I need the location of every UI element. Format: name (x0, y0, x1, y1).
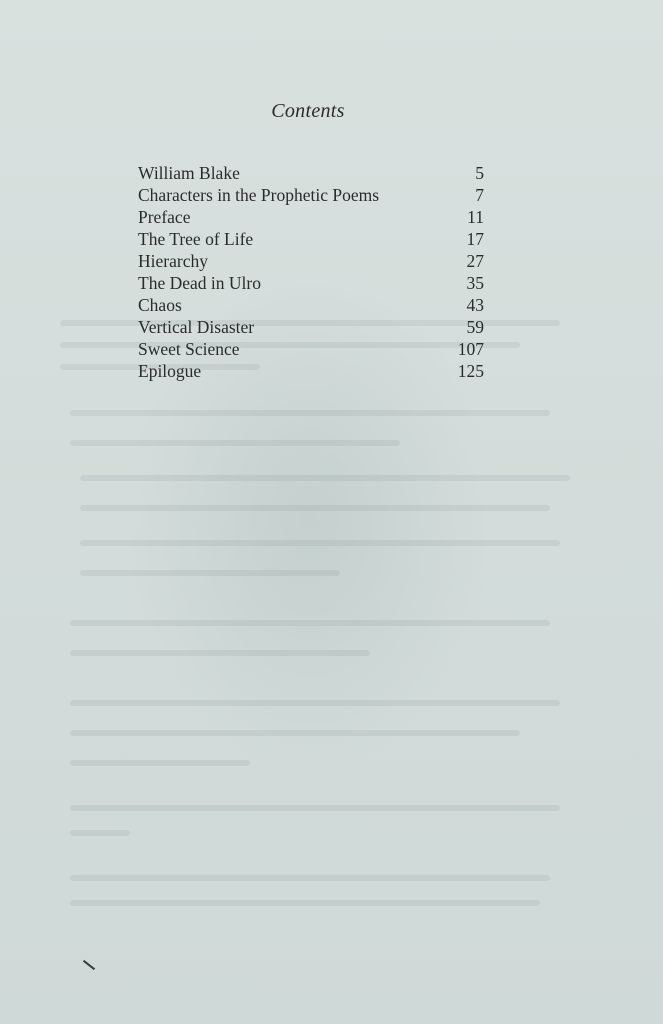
toc-entry-title: Vertical Disaster (138, 317, 255, 337)
toc-entry (138, 250, 484, 272)
page-title: Contents (271, 100, 345, 122)
toc-entry-page-number: 35 (466, 273, 484, 293)
toc-entry-page-number: 5 (475, 163, 484, 183)
table-of-contents (138, 162, 484, 382)
toc-entry-title: William Blake (138, 163, 240, 183)
toc-entry-page-number: 125 (457, 361, 484, 381)
toc-entry (138, 206, 484, 228)
toc-entry (138, 272, 484, 294)
toc-entry-title: Sweet Science (138, 339, 240, 359)
toc-entry-page-number: 107 (457, 339, 484, 359)
toc-entry (138, 184, 484, 206)
toc-entry-page-number: 17 (466, 229, 484, 249)
toc-entry-title: Characters in the Prophetic Poems (138, 185, 380, 205)
toc-entry-page-number: 7 (475, 185, 484, 205)
toc-entry-title: The Dead in Ulro (138, 273, 261, 293)
toc-entry (138, 316, 484, 338)
toc-entry-page-number: 59 (466, 317, 484, 337)
toc-entry-page-number: 27 (466, 251, 484, 271)
toc-entry (138, 360, 484, 382)
ink-mark (83, 960, 95, 970)
toc-entry-title: Preface (138, 207, 191, 227)
toc-entry-page-number: 11 (467, 207, 484, 227)
show-through-text (90, 300, 570, 920)
toc-entry-title: Chaos (138, 295, 182, 315)
toc-entry-title: Epilogue (138, 361, 202, 381)
toc-entry-title: The Tree of Life (138, 229, 254, 249)
toc-entry (138, 294, 484, 316)
toc-entry (138, 228, 484, 250)
toc-entry (138, 162, 484, 184)
toc-entry-page-number: 43 (466, 295, 484, 315)
toc-entry-title: Hierarchy (138, 251, 208, 271)
toc-entry (138, 338, 484, 360)
